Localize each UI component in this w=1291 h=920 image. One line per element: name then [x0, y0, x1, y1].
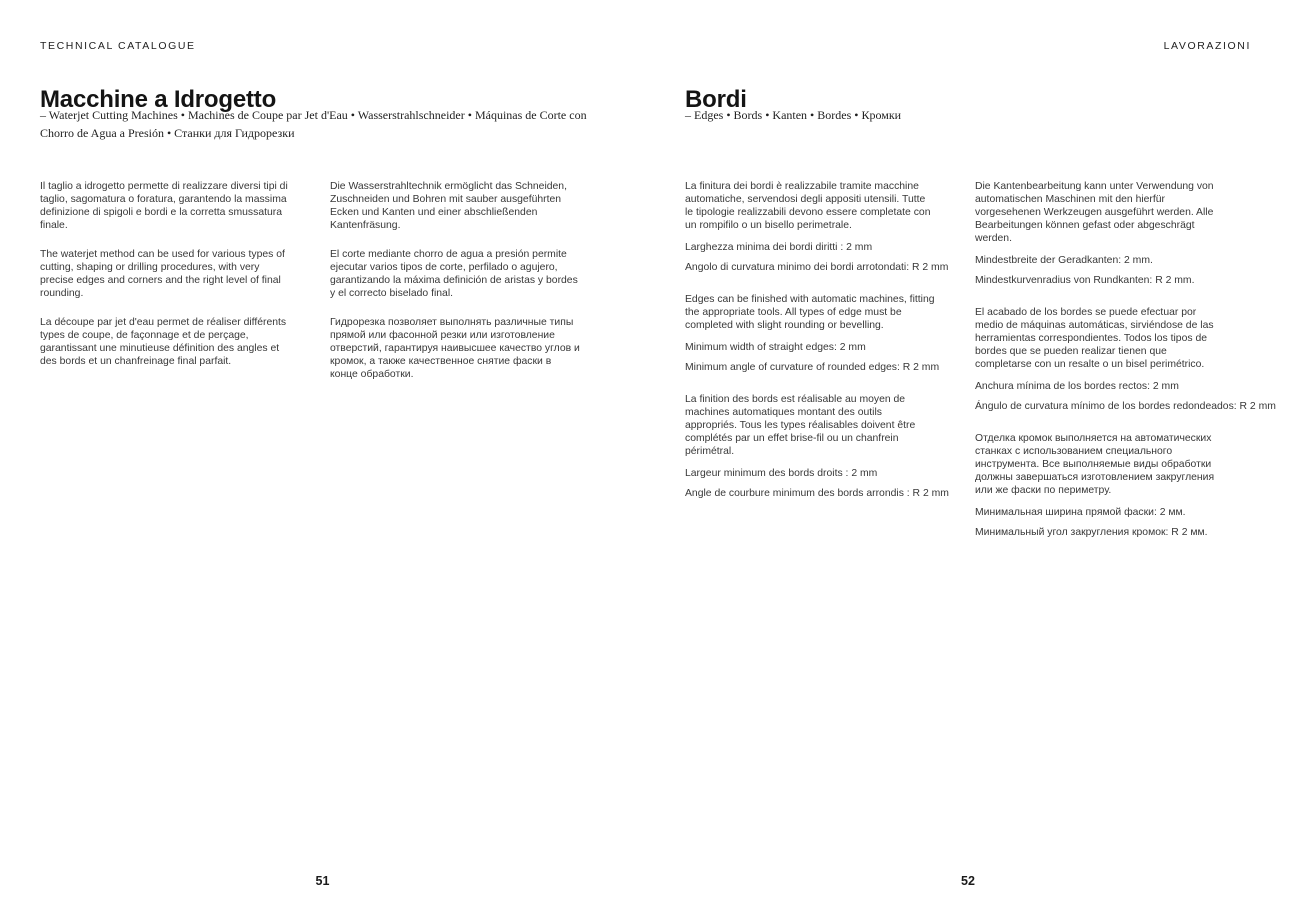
paragraph-french: La finition des bords est réalisable au moyen de machines automatiques montant des outils appropriés. Tous les types réalisables doivent être complétés par un effet brise-fil ou un chanfrein périmétral.: [685, 394, 916, 457]
spec-russian-min-width: Минимальная ширина прямой фаски: 2 мм.: [975, 507, 1186, 518]
paragraph-russian: Гидрорезка позволяет выполнять различные типы прямой или фасонной резки или изготовление отверстий, гарантируя наивысшее качество углов и кромок, а также качественное снятие фаски в конце обработки.: [330, 317, 580, 380]
spec-spanish-min-angle: Ángulo de curvatura mínimo de los bordes redondeados: R 2 mm: [975, 401, 1276, 412]
page-title-bordi: Bordi: [685, 86, 747, 114]
spec-english-min-angle: Minimum angle of curvature of rounded edges: R 2 mm: [685, 362, 940, 373]
spec-german-min-width: Mindestbreite der Geradkanten: 2 mm.: [975, 255, 1153, 266]
paragraph-german: Die Kantenbearbeitung kann unter Verwendung von automatischen Maschinen mit den hierfür vorgesehenen Werkzeugen ausgeführt werden. Alle Bearbeitungen können gefast oder abgeschrägt werden.: [975, 181, 1214, 244]
page-number-52: 52: [961, 874, 975, 888]
paragraph-spanish: El corte mediante chorro de agua a presión permite ejecutar varios tipos de corte, perfilado o agujero, garantizando la máxima definición de aristas y bordes y el correcto biselado final.: [330, 249, 578, 299]
spec-spanish-min-width: Anchura mínima de los bordes rectos: 2 mm: [975, 381, 1179, 392]
spec-french-min-width: Largeur minimum des bords droits : 2 mm: [685, 468, 878, 479]
page-52: [645, 0, 1291, 920]
eyebrow-lavorazioni: LAVORAZIONI: [1163, 40, 1251, 52]
spec-russian-min-angle: Минимальный угол закругления кромок: R 2 мм.: [975, 527, 1208, 538]
column-1: [40, 180, 290, 397]
column-2: [330, 180, 580, 397]
paragraph-russian: Отделка кромок выполняется на автоматических станках с использованием специального инструмента. Все выполняемые виды обработки должны завершаться изготовлением закругления или же фаски по периметру.: [975, 433, 1215, 496]
spec-italian-min-angle: Angolo di curvatura minimo dei bordi arrotondati: R 2 mm: [685, 262, 949, 273]
paragraph-english: The waterjet method can be used for various types of cutting, shaping or drilling procedures, with very precise edges and corners and the right level of final rounding.: [40, 249, 285, 299]
page-title-macchine-a-idrogetto: Macchine a Idrogetto: [40, 86, 277, 114]
paragraph-spanish: El acabado de los bordes se puede efectuar por medio de máquinas automáticas, sirviéndose de las herramientas correspondientes. Todos los tipos de bordes que se pueden realizar tienen que completarse con un resalte o un bisel perimétrico.: [975, 307, 1214, 370]
page-subtitle-translations: – Waterjet Cutting Machines • Machines de Coupe par Jet d'Eau • Wasserstrahlschneider • Máquinas de Corte con Chorro de Agua a Presión • Станки для Гидрорезки: [40, 108, 587, 140]
spec-french-min-angle: Angle de courbure minimum des bords arrondis : R 2 mm: [685, 488, 949, 499]
spec-german-min-angle: Mindestkurvenradius von Rundkanten: R 2 mm.: [975, 275, 1195, 286]
eyebrow-technical-catalogue: TECHNICAL CATALOGUE: [40, 40, 196, 52]
paragraph-english: Edges can be finished with automatic machines, fitting the appropriate tools. All types of edge must be completed with slight rounding or bevelling.: [685, 294, 935, 331]
body-columns: [685, 180, 1276, 546]
spec-english-min-width: Minimum width of straight edges: 2 mm: [685, 342, 866, 353]
paragraph-italian: Il taglio a idrogetto permette di realizzare diversi tipi di taglio, sagomatura o foratura, garantendo la massima definizione di spigoli e bordi e la corretta smussatura finale.: [40, 181, 288, 231]
page-number-51: 51: [315, 874, 330, 888]
paragraph-french: La découpe par jet d'eau permet de réaliser différents types de coupe, de façonnage et de perçage, garantissant une minutieuse définition des angles et des bords et un chanfreinage final parfait.: [40, 317, 287, 367]
page-51: [0, 0, 645, 920]
paragraph-german: Die Wasserstrahltechnik ermöglicht das Schneiden, Zuschneiden und Bohren mit sauber ausgeführten Ecken und Kanten und einer abschließenden Kantenfräsung.: [330, 181, 567, 231]
column-2: [975, 180, 1276, 546]
column-1: [685, 180, 949, 546]
page-subtitle-translations: – Edges • Bords • Kanten • Bordes • Кромки: [685, 108, 902, 122]
paragraph-italian: La finitura dei bordi è realizzabile tramite macchine automatiche, servendosi degli appositi utensili. Tutte le tipologie realizzabili devono essere completate con un rompifilo o un bisello perimetrale.: [685, 181, 931, 231]
body-columns: [40, 180, 580, 397]
spec-italian-min-width: Larghezza minima dei bordi diritti : 2 mm: [685, 242, 873, 253]
